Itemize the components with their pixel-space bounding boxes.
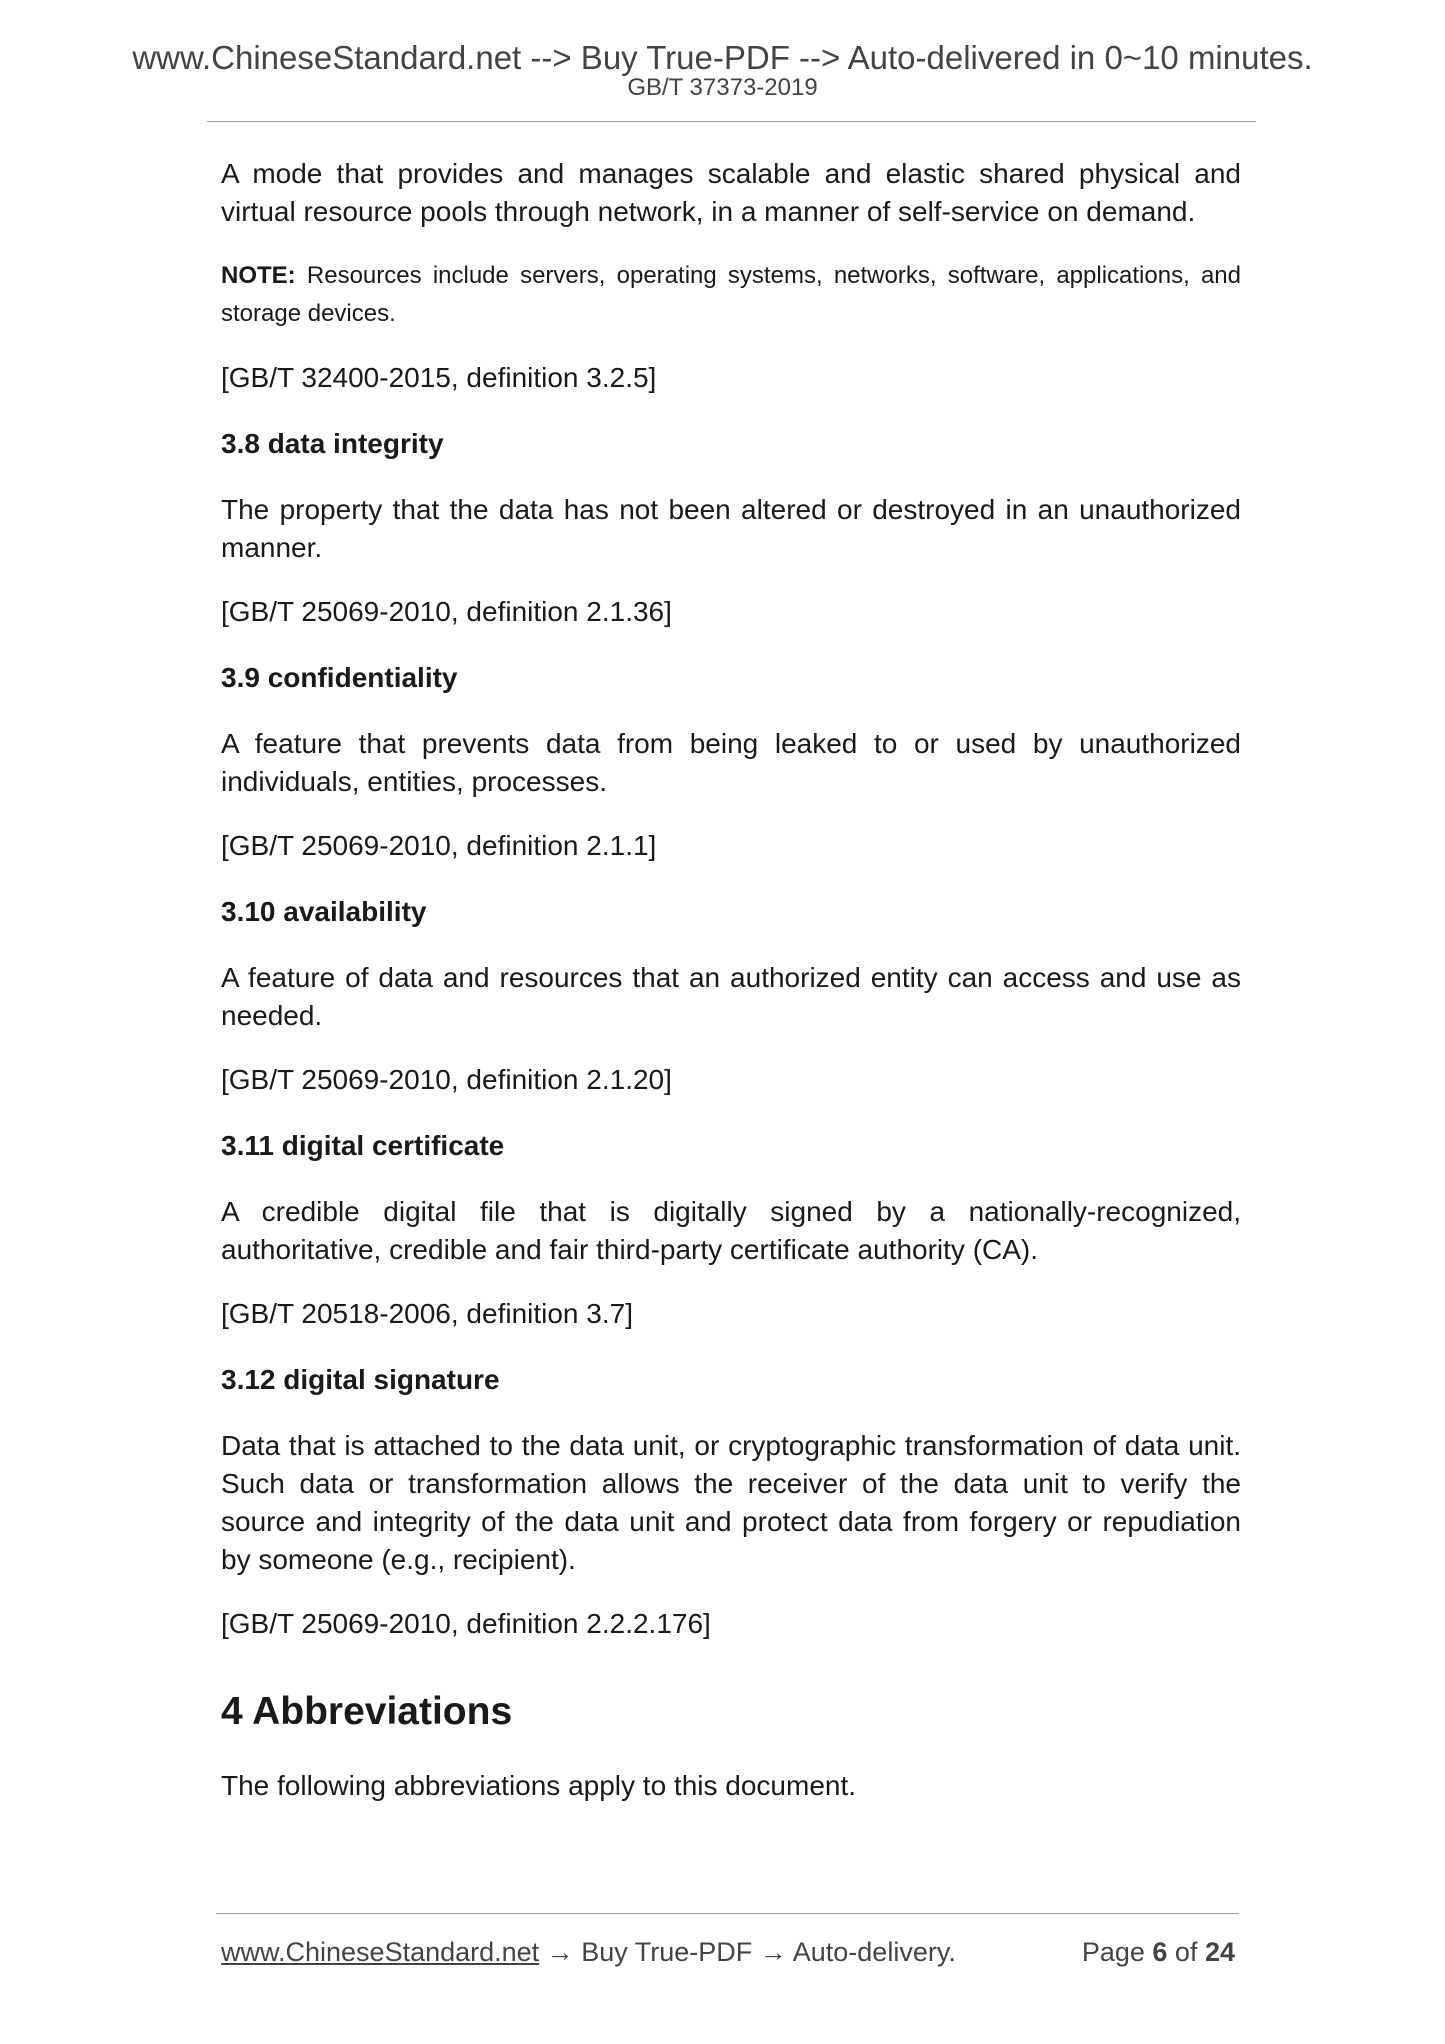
footer-divider (216, 1913, 1239, 1914)
section-heading-abbreviations: 4 Abbreviations (221, 1690, 513, 1733)
term-definition-3-9: A feature that prevents data from being leaked to or used by unauthorized individuals, entities, processes. (221, 728, 1241, 797)
arrow-right-icon: → (759, 1937, 787, 1967)
header-divider (207, 121, 1256, 122)
page-of-label: of (1167, 1937, 1205, 1967)
term-reference-3-12: [GB/T 25069-2010, definition 2.2.2.176] (221, 1608, 711, 1639)
term-heading-3-9: 3.9 confidentiality (221, 662, 458, 693)
term-heading-3-11: 3.11 digital certificate (221, 1130, 505, 1161)
section-text-abbreviations: The following abbreviations apply to this document. (221, 1770, 857, 1801)
footer-buy-text: Buy True-PDF (573, 1937, 760, 1967)
term-definition-3-12: Data that is attached to the data unit, or cryptographic transformation of data unit. Such data or transformation allows the receiver of the data unit to verify the source and integrity of the data unit and protect data from forgery or repudiation by someone (e.g., recipient). (221, 1430, 1241, 1575)
note (221, 257, 1241, 333)
term-reference-3-9: [GB/T 25069-2010, definition 2.1.1] (221, 830, 657, 861)
intro-paragraph: A mode that provides and manages scalable and elastic shared physical and virtual resource pools through network, in a manner of self-service on demand. (221, 158, 1241, 227)
footer-promo (221, 1934, 956, 1970)
document-body (221, 155, 1241, 1831)
page-number: 6 (1152, 1937, 1168, 1967)
standard-code: GB/T 37373-2019 (627, 74, 818, 101)
footer-site-link[interactable]: www.ChineseStandard.net (221, 1937, 540, 1967)
term-definition-3-11: A credible digital file that is digitally signed by a nationally-recognized, authoritative, credible and fair third-party certificate authority (CA). (221, 1196, 1241, 1265)
intro-reference: [GB/T 32400-2015, definition 3.2.5] (221, 362, 657, 393)
term-heading-3-8: 3.8 data integrity (221, 428, 444, 459)
note-text: Resources include servers, operating systems, networks, software, applications, and storage devices. (221, 262, 1241, 327)
note-label: NOTE: (221, 262, 296, 289)
term-reference-3-8: [GB/T 25069-2010, definition 2.1.36] (221, 596, 672, 627)
term-reference-3-10: [GB/T 25069-2010, definition 2.1.20] (221, 1064, 672, 1095)
term-definition-3-10: A feature of data and resources that an authorized entity can access and use as needed. (221, 962, 1241, 1031)
page-total: 24 (1204, 1937, 1235, 1967)
page-label: Page (1081, 1937, 1153, 1967)
page-footer (221, 1934, 1235, 1970)
footer-delivery-text: Auto-delivery. (786, 1937, 956, 1967)
term-reference-3-11: [GB/T 20518-2006, definition 3.7] (221, 1298, 633, 1329)
page-banner: www.ChineseStandard.net --> Buy True-PDF --> Auto-delivered in 0~10 minutes. (132, 39, 1313, 76)
arrow-right-icon: → (546, 1937, 574, 1967)
term-heading-3-10: 3.10 availability (221, 896, 427, 927)
term-definition-3-8: The property that the data has not been altered or destroyed in an unauthorized manner. (221, 494, 1241, 563)
page-indicator (1082, 1934, 1235, 1970)
term-heading-3-12: 3.12 digital signature (221, 1364, 500, 1395)
